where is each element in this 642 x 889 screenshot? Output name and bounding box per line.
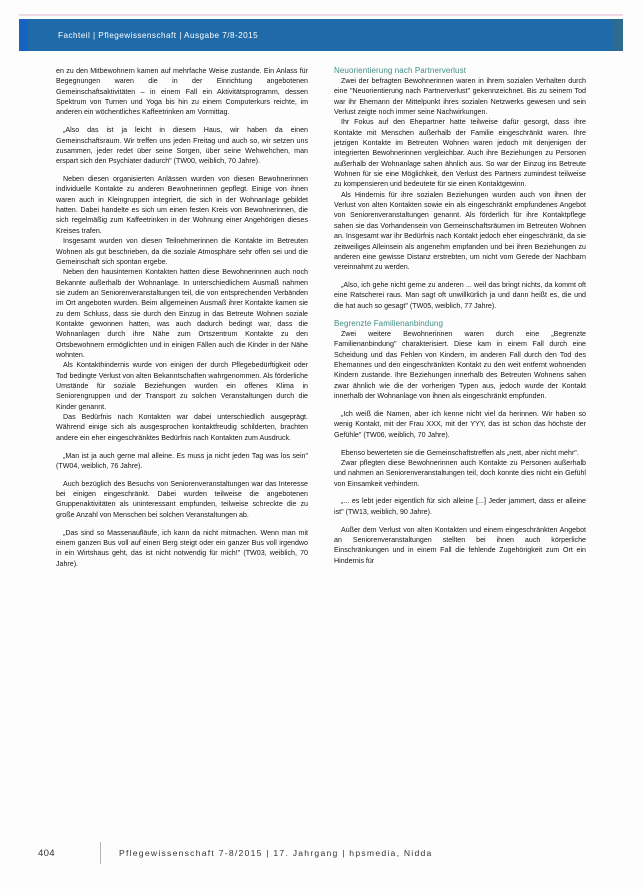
paragraph: Außer dem Verlust von alten Kontakten und einem eingeschränkten Angebot an Seniorenveranstaltungen stellten bei ihnen auch körperliche Einschränkungen und in einem Fall die fehlende Zugehörigkeit zum Ort ein Hindernis für <box>334 525 586 565</box>
left-column <box>56 66 308 826</box>
paragraph: Zwei weitere Bewohnerinnen waren durch eine „Begrenzte Familienanbindung" charakterisiert. Diese kam in einem Fall durch eine Scheidung und das Fehlen von Kindern, im anderen Fall durch den Tod des Ehemannes und den eingeschränkten Kontakt zu den weit entfernt wohnenden Kindern zustande. Ihre Beziehungen innerhalb des Betreuten Wohnens sahen zwar ähnlich wie die der vorherigen Typen aus, jedoch wurde der Kontakt innerhalb der Wohnanlage von ihnen als eingeschränkt empfunden. <box>334 330 586 401</box>
paragraph: Ebenso bewerteten sie die Gemeinschaftstreffen als „nett, aber nicht mehr". <box>341 448 579 457</box>
page-number: 404 <box>38 847 55 859</box>
running-header-title: Fachteil | Pflegewissenschaft | Ausgabe 7/8-2015 <box>58 30 259 40</box>
right-column <box>334 66 586 826</box>
pull-quote: „Man ist ja auch gerne mal alleine. Es muss ja nicht jeden Tag was los sein" (TW04, weiblich, 76 Jahre). <box>56 451 308 470</box>
pull-quote: „Ich weiß die Namen, aber ich kenne nicht viel da herinnen. Wir haben so wenig Kontakt, mit der Frau XXX, mit der YYY, das ist schon das höchste der Gefühle" (TW06, weiblich, 70 Jahre). <box>334 409 586 439</box>
header-accent-right <box>614 19 623 51</box>
paragraph: Insgesamt wurden von diesen Teilnehmerinnen die Kontakte im Betreuten Wohnen als gut beschrieben, da die soziale Atmosphäre sehr offen sei und die Gemeinschaft sich spontan ergebe. <box>56 237 308 266</box>
pull-quote: „... es lebt jeder eigentlich für sich alleine [...] Jeder jammert, dass er alleine ist" (TW13, weiblich, 90 Jahre). <box>334 497 586 516</box>
page-footer <box>0 841 642 865</box>
header-accent-left <box>19 19 28 51</box>
paragraph: Ihr Fokus auf den Ehepartner hatte teilweise dafür gesorgt, dass ihre Kontakte mit Menschen außerhalb der Familie eingeschränkt waren. Ihre jetzigen Kontakte im Betreuten Wohnen waren jedoch mit denjenigen der integrierten Bewohnerinnen vergleichbar. Auch ihre Beziehungen zu Personen außerhalb der Wohnanlage sahen ähnlich aus. So war der Einzug ins Betreute Wohnen für sie eine Möglichkeit, den Verlust des Partners zumindest teilweise zu kompensieren und bedeutete für sie einen Kontaktgewinn. <box>334 118 586 189</box>
section-heading-familienanbindung: Begrenzte Familienanbindung <box>334 319 443 329</box>
footer-citation: Pflegewissenschaft 7-8/2015 | 17. Jahrgang | hpsmedia, Nidda <box>119 848 433 858</box>
running-header-bar <box>19 19 623 51</box>
paragraph: Zwei der befragten Bewohnerinnen waren in ihrem sozialen Verhalten durch eine "Neuorientierung nach Partnerverlust" gekennzeichnet. Bis zu seinem Tod war ihr Ehemann der Mittelpunkt ihres sozialen Netzwerks gewesen und sein Verlust zeigte noch immer seine Nachwirkungen. <box>334 77 586 117</box>
paragraph: Zwar pflegten diese Bewohnerinnen auch Kontakte zu Personen außerhalb und nahmen an Seniorenveranstaltungen teil, doch konnte dies nicht ein Gefühl von Einsamkeit verhindern. <box>334 458 586 488</box>
pull-quote: „Das sind so Massenaufläufe, ich kann da nicht mitmachen. Wenn man mit einem ganzen Bus voll auf einen Berg steigt oder ein ganzer Bus voll irgendwo in ein Wirtshaus geht, das ist nicht notwendig für mich!" (TW03, weiblich, 70 Jahre). <box>56 528 308 568</box>
section-heading-neuorientierung: Neuorientierung nach Partnerverlust <box>334 66 467 75</box>
paragraph: Neben den hausinternen Kontakten hatten diese Bewohnerinnen auch noch Bekannte außerhalb der Wohnanlage. In unterschiedlichem Ausmaß nahmen sie zudem an Seniorenveranstaltungen teil, die von entsprechenden Verbänden im Ort angeboten wurden. Beim allgemeinen Ausmaß ihrer Kontakte kamen sie zu dem Schluss, dass sie durch den Einzug in das Betreute Wohnen soziale Kontakte gewonnen hatten, was auch dadurch bedingt war, dass die Wohnanlagen durch ihre Nähe zum Ortszentrum Kontakte zu den Ortsbewohnern ermöglichten und in einigen Fällen auch die Kinder in der Nähe wohnten. <box>56 268 308 359</box>
paragraph: en zu den Mitbewohnern kamen auf mehrfache Weise zustande. Ein Anlass für Begegnungen waren die in der Einrichtung angebotenen Gemeinschaftsaktivitäten – in einem Fall ein Aktivitätsprogramm, dessen Spektrum von Turnen und Yoga bis hin zu einem Computerkurs reichte, im anderen ein wöchentliches Kaffeetrinken am Vormittag. <box>56 67 308 117</box>
paragraph: Neben diesen organisierten Anlässen wurden von diesen Bewohnerinnen individuelle Kontakte zu anderen Bewohnerinnen gepflegt. Einige von ihnen waren auch in Kleingruppen integriert, die sich in der Wohnanlage gebildet hatten. Dabei handelte es sich um einen festen Kreis von Bewohnerinnen, die sich regelmäßig zum Kaffeetrinken in der Wohnung einer Angehörigen dieses Kreises trafen. <box>56 175 308 235</box>
pull-quote: „Also das ist ja leicht in diesem Haus, wir haben da einen Gemeinschaftsraum. Wir treffen uns jeden Freitag und auch so, wir setzen uns zusammen, jeder redet über seine Sorgen, über seine Wehwehchen, man erspart sich den Psychiater dadurch" (TW00, weiblich, 70 Jahre). <box>56 126 308 166</box>
footer-divider <box>100 842 101 864</box>
paragraph: Auch bezüglich des Besuchs von Seniorenveranstaltungen war das Interesse bei einigen eingeschränkt. Dabei wurden teilweise die angebotenen Gruppenaktivitäten als uninteressant empfunden, teilweise schreckte die zu große Anzahl von Menschen bei solchen Veranstaltungen ab. <box>56 479 308 519</box>
header-top-rule <box>19 14 623 16</box>
paragraph: Als Kontakthindernis wurde von einigen der durch Pflegebedürftigkeit oder Tod bedingte Verlust von alten Bekanntschaften wahrgenommen. Als förderliche Umstände für soziale Beziehungen wurden ein offenes Klima in Seniorengruppen und der Transport zu solchen Veranstaltungen durch die Kinder genannt. <box>56 361 308 411</box>
two-column-body <box>0 66 642 826</box>
paragraph: Das Bedürfnis nach Kontakten war dabei unterschiedlich ausgeprägt. Während einige sich als ausgesprochen kontaktfreudig schilderten, brachten andere ein eher eingeschränktes Bedürfnis nach Kontakten zum Ausdruck. <box>56 413 308 442</box>
pull-quote: „Also, ich gehe nicht gerne zu anderen ... weil das bringt nichts, da kommt oft eine Ratscherei raus. Man sagt oft unwillkürlich ja und dann heißt es, die und die hat auch so gesagt" (TW05, weiblich, 77 Jahre). <box>334 281 586 310</box>
paragraph: Als Hindernis für ihre sozialen Beziehungen wurden auch von ihnen der Verlust von alten Kontakten sowie ein als eingeschränkt empfundenes Angebot von Seniorenveranstaltungen genannt. Als förderlich für ihre Kontaktpflege sahen sie das Vorhandensein von Gemeinschaftsräumen im Betreuten Wohnen an. Insgesamt war ihr Bedürfnis nach Kontakt jedoch eher eingeschränkt, da sie zeitweiliges Alleinsein als angenehm empfanden und bei ihren Beziehungen zu anderen eine gewisse Distanz erstrebten, um nicht vom Gerede der Nachbarn vereinnahmt zu werden. <box>334 190 586 272</box>
